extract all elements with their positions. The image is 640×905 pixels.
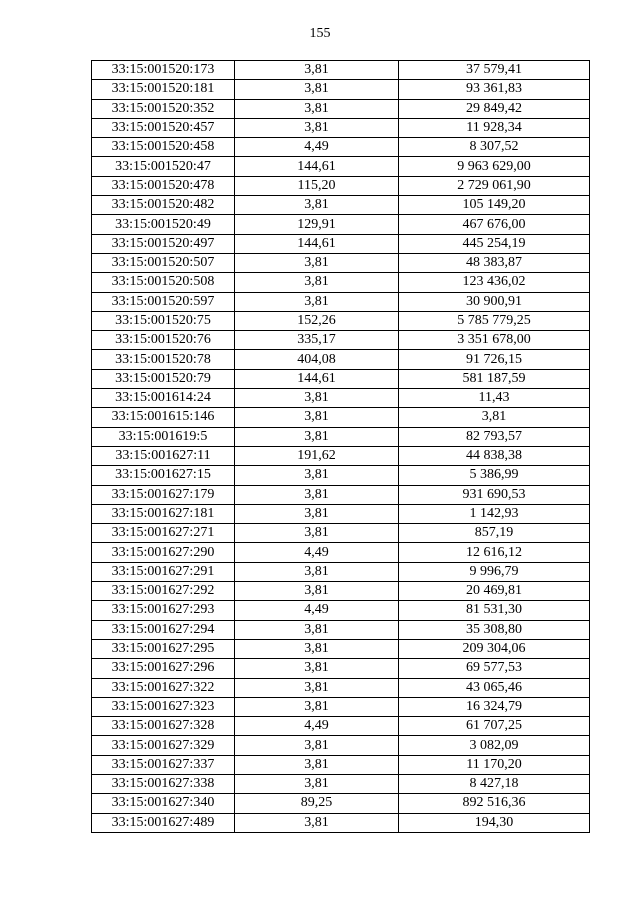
cadastral-number-cell: 33:15:001627:322	[92, 678, 235, 697]
value-cell: 2 729 061,90	[399, 176, 590, 195]
cadastral-number-cell: 33:15:001627:271	[92, 524, 235, 543]
table-row	[92, 427, 590, 446]
value-cell: 931 690,53	[399, 485, 590, 504]
value-cell: 209 304,06	[399, 639, 590, 658]
table-row	[92, 601, 590, 620]
coefficient-cell: 191,62	[235, 446, 399, 465]
value-cell: 35 308,80	[399, 620, 590, 639]
cadastral-number-cell: 33:15:001627:323	[92, 697, 235, 716]
value-cell: 892 516,36	[399, 794, 590, 813]
coefficient-cell: 3,81	[235, 659, 399, 678]
value-cell: 12 616,12	[399, 543, 590, 562]
table-row	[92, 755, 590, 774]
table-row	[92, 234, 590, 253]
value-cell: 9 963 629,00	[399, 157, 590, 176]
value-cell: 194,30	[399, 813, 590, 832]
table-row	[92, 350, 590, 369]
table-row	[92, 389, 590, 408]
coefficient-cell: 3,81	[235, 466, 399, 485]
table-row	[92, 446, 590, 465]
value-cell: 1 142,93	[399, 504, 590, 523]
coefficient-cell: 3,81	[235, 196, 399, 215]
coefficient-cell: 3,81	[235, 389, 399, 408]
table-row	[92, 524, 590, 543]
value-cell: 11,43	[399, 389, 590, 408]
coefficient-cell: 3,81	[235, 736, 399, 755]
coefficient-cell: 3,81	[235, 813, 399, 832]
table-row	[92, 678, 590, 697]
value-cell: 9 996,79	[399, 562, 590, 581]
coefficient-cell: 3,81	[235, 620, 399, 639]
table-row	[92, 61, 590, 80]
coefficient-cell: 3,81	[235, 118, 399, 137]
value-cell: 37 579,41	[399, 61, 590, 80]
value-cell: 93 361,83	[399, 80, 590, 99]
coefficient-cell: 144,61	[235, 234, 399, 253]
value-cell: 467 676,00	[399, 215, 590, 234]
cadastral-number-cell: 33:15:001520:75	[92, 311, 235, 330]
coefficient-cell: 3,81	[235, 99, 399, 118]
cadastral-number-cell: 33:15:001627:291	[92, 562, 235, 581]
cadastral-number-cell: 33:15:001627:290	[92, 543, 235, 562]
value-cell: 3 082,09	[399, 736, 590, 755]
cadastral-number-cell: 33:15:001627:328	[92, 717, 235, 736]
coefficient-cell: 3,81	[235, 639, 399, 658]
value-cell: 5 785 779,25	[399, 311, 590, 330]
cadastral-number-cell: 33:15:001520:482	[92, 196, 235, 215]
cadastral-number-cell: 33:15:001627:337	[92, 755, 235, 774]
cadastral-number-cell: 33:15:001520:173	[92, 61, 235, 80]
cadastral-number-cell: 33:15:001520:352	[92, 99, 235, 118]
value-cell: 3,81	[399, 408, 590, 427]
coefficient-cell: 3,81	[235, 582, 399, 601]
value-cell: 61 707,25	[399, 717, 590, 736]
coefficient-cell: 3,81	[235, 292, 399, 311]
cadastral-number-cell: 33:15:001614:24	[92, 389, 235, 408]
coefficient-cell: 3,81	[235, 80, 399, 99]
table-row	[92, 717, 590, 736]
coefficient-cell: 3,81	[235, 504, 399, 523]
coefficient-cell: 89,25	[235, 794, 399, 813]
value-cell: 581 187,59	[399, 369, 590, 388]
value-cell: 16 324,79	[399, 697, 590, 716]
value-cell: 29 849,42	[399, 99, 590, 118]
value-cell: 8 427,18	[399, 774, 590, 793]
coefficient-cell: 3,81	[235, 524, 399, 543]
value-cell: 11 928,34	[399, 118, 590, 137]
table-row	[92, 794, 590, 813]
table-row	[92, 736, 590, 755]
coefficient-cell: 4,49	[235, 717, 399, 736]
value-cell: 20 469,81	[399, 582, 590, 601]
value-cell: 48 383,87	[399, 253, 590, 272]
coefficient-cell: 3,81	[235, 253, 399, 272]
cadastral-number-cell: 33:15:001520:497	[92, 234, 235, 253]
page-number: 155	[309, 26, 331, 41]
table-row	[92, 408, 590, 427]
value-cell: 857,19	[399, 524, 590, 543]
table-row	[92, 118, 590, 137]
table-row	[92, 369, 590, 388]
cadastral-number-cell: 33:15:001615:146	[92, 408, 235, 427]
table-row	[92, 562, 590, 581]
coefficient-cell: 3,81	[235, 562, 399, 581]
cadastral-number-cell: 33:15:001627:179	[92, 485, 235, 504]
coefficient-cell: 3,81	[235, 273, 399, 292]
cadastral-number-cell: 33:15:001627:296	[92, 659, 235, 678]
cadastral-number-cell: 33:15:001520:49	[92, 215, 235, 234]
coefficient-cell: 335,17	[235, 331, 399, 350]
cadastral-number-cell: 33:15:001627:295	[92, 639, 235, 658]
cadastral-number-cell: 33:15:001520:181	[92, 80, 235, 99]
value-cell: 5 386,99	[399, 466, 590, 485]
cadastral-number-cell: 33:15:001520:478	[92, 176, 235, 195]
table-row	[92, 639, 590, 658]
table-row	[92, 253, 590, 272]
coefficient-cell: 3,81	[235, 61, 399, 80]
cadastral-number-cell: 33:15:001627:181	[92, 504, 235, 523]
coefficient-cell: 4,49	[235, 138, 399, 157]
coefficient-cell: 115,20	[235, 176, 399, 195]
cadastral-number-cell: 33:15:001520:47	[92, 157, 235, 176]
table-row	[92, 157, 590, 176]
coefficient-cell: 3,81	[235, 485, 399, 504]
table-row	[92, 138, 590, 157]
value-cell: 123 436,02	[399, 273, 590, 292]
cadastral-number-cell: 33:15:001520:597	[92, 292, 235, 311]
cadastral-number-cell: 33:15:001520:76	[92, 331, 235, 350]
value-cell: 43 065,46	[399, 678, 590, 697]
table-row	[92, 196, 590, 215]
value-cell: 11 170,20	[399, 755, 590, 774]
coefficient-cell: 144,61	[235, 369, 399, 388]
value-cell: 69 577,53	[399, 659, 590, 678]
cadastral-number-cell: 33:15:001627:293	[92, 601, 235, 620]
coefficient-cell: 3,81	[235, 427, 399, 446]
value-cell: 82 793,57	[399, 427, 590, 446]
coefficient-cell: 4,49	[235, 543, 399, 562]
table-row	[92, 582, 590, 601]
cadastral-number-cell: 33:15:001627:489	[92, 813, 235, 832]
cadastral-number-cell: 33:15:001520:79	[92, 369, 235, 388]
cadastral-number-cell: 33:15:001627:340	[92, 794, 235, 813]
value-cell: 30 900,91	[399, 292, 590, 311]
coefficient-cell: 152,26	[235, 311, 399, 330]
cadastral-number-cell: 33:15:001627:292	[92, 582, 235, 601]
coefficient-cell: 3,81	[235, 755, 399, 774]
table-row	[92, 292, 590, 311]
coefficient-cell: 129,91	[235, 215, 399, 234]
table-row	[92, 620, 590, 639]
value-cell: 91 726,15	[399, 350, 590, 369]
table-row	[92, 485, 590, 504]
table-row	[92, 774, 590, 793]
cadastral-number-cell: 33:15:001619:5	[92, 427, 235, 446]
cadastral-number-cell: 33:15:001520:457	[92, 118, 235, 137]
cadastral-number-cell: 33:15:001627:15	[92, 466, 235, 485]
cadastral-number-cell: 33:15:001627:329	[92, 736, 235, 755]
table-row	[92, 215, 590, 234]
cadastral-number-cell: 33:15:001627:338	[92, 774, 235, 793]
table-row	[92, 543, 590, 562]
value-cell: 105 149,20	[399, 196, 590, 215]
table-row	[92, 813, 590, 832]
value-cell: 3 351 678,00	[399, 331, 590, 350]
cadastral-number-cell: 33:15:001520:508	[92, 273, 235, 292]
coefficient-cell: 3,81	[235, 697, 399, 716]
table-row	[92, 504, 590, 523]
cadastral-number-cell: 33:15:001520:458	[92, 138, 235, 157]
coefficient-cell: 4,49	[235, 601, 399, 620]
cadastral-number-cell: 33:15:001627:294	[92, 620, 235, 639]
table-row	[92, 99, 590, 118]
table-row	[92, 80, 590, 99]
table-row	[92, 331, 590, 350]
cadastral-number-cell: 33:15:001520:507	[92, 253, 235, 272]
table-body	[92, 61, 590, 833]
value-cell: 8 307,52	[399, 138, 590, 157]
cadastral-number-cell: 33:15:001520:78	[92, 350, 235, 369]
coefficient-cell: 3,81	[235, 408, 399, 427]
table-row	[92, 659, 590, 678]
table-row	[92, 273, 590, 292]
data-table	[91, 60, 590, 833]
coefficient-cell: 404,08	[235, 350, 399, 369]
table-row	[92, 697, 590, 716]
value-cell: 445 254,19	[399, 234, 590, 253]
table-row	[92, 176, 590, 195]
coefficient-cell: 144,61	[235, 157, 399, 176]
table-row	[92, 466, 590, 485]
table-row	[92, 311, 590, 330]
value-cell: 44 838,38	[399, 446, 590, 465]
cadastral-number-cell: 33:15:001627:11	[92, 446, 235, 465]
value-cell: 81 531,30	[399, 601, 590, 620]
coefficient-cell: 3,81	[235, 678, 399, 697]
coefficient-cell: 3,81	[235, 774, 399, 793]
